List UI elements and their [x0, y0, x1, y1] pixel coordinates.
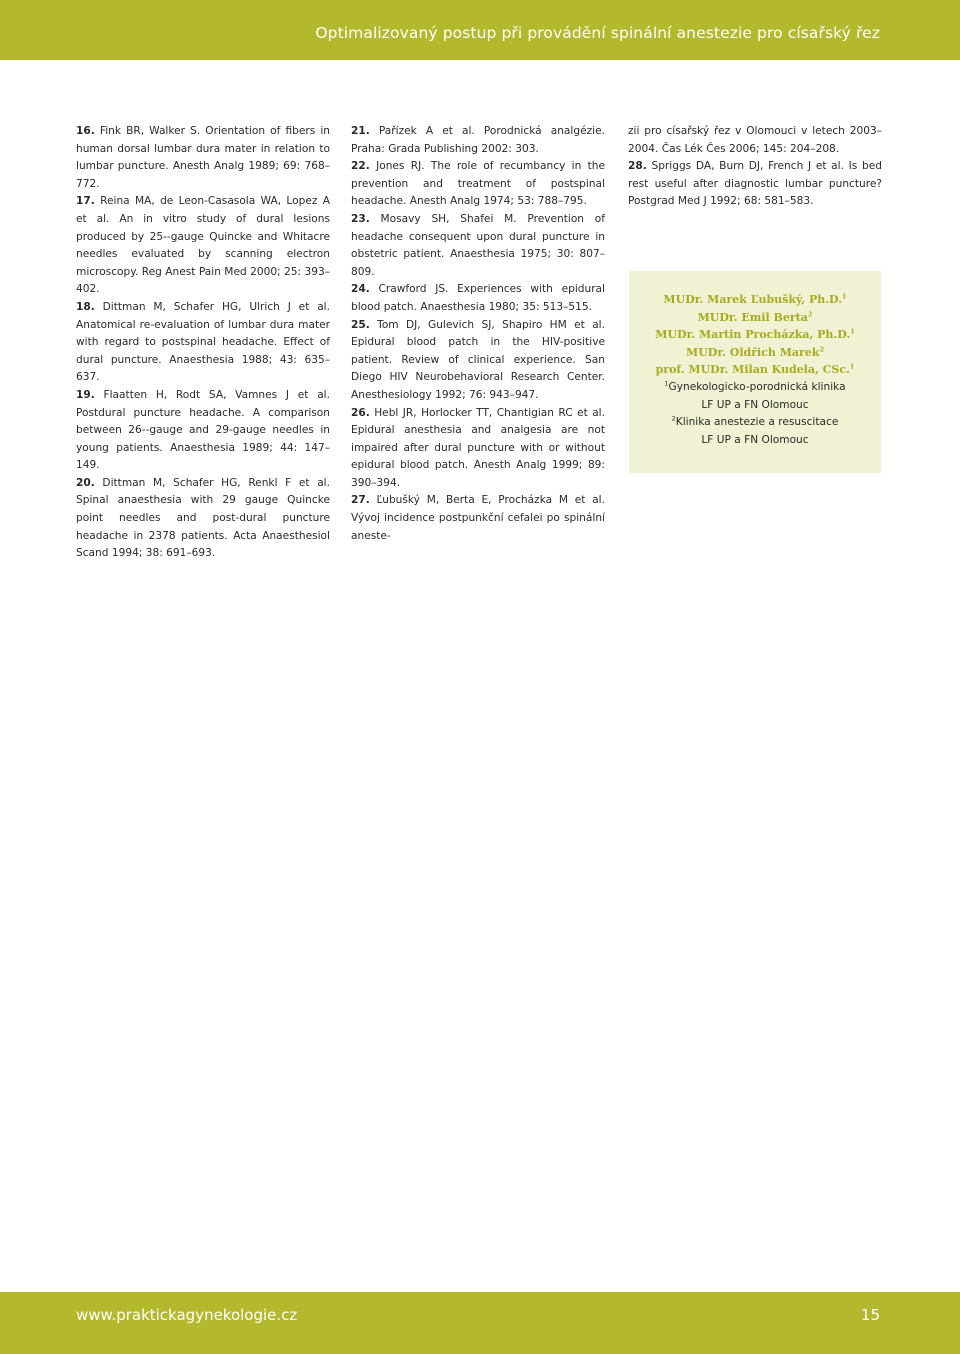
reference-text: zii pro císařský řez v Olomouci v letech 2003–2004. Čas Lék Čes 2006; 145: 204–208.	[628, 125, 882, 155]
reference-item	[351, 123, 605, 158]
affiliation: $^2$Klinika anestezie a resuscitace	[671, 414, 839, 429]
reference-number: 17.	[76, 195, 95, 208]
reference-text: Fink BR, Walker S. Orientation of fibers in human dorsal lumbar dura mater in relation to lumbar puncture. Anesth Analg 1989; 69: 768–772.	[76, 125, 330, 190]
reference-number: 19.	[76, 388, 95, 401]
author-name: MUDr. Marek Ľubušký, Ph.D.$^1$	[663, 292, 847, 306]
affiliation: LF UP a FN Olomouc	[701, 398, 809, 411]
reference-text: Dittman M, Schafer HG, Renkl F et al. Spinal anaesthesia with 29 gauge Quincke point needles and post-dural puncture headache in 2378 patients. Acta Anaesthesiol Scand 1994; 38: 691–693.	[76, 476, 330, 560]
reference-number: 16.	[76, 125, 95, 137]
reference-text: Spriggs DA, Burn DJ, French J et al. Is bed rest useful after diagnostic lumbar puncture? Postgrad Med J 1992; 68: 581–583.	[628, 160, 882, 208]
running-title: Optimalizovaný postup při provádění spinální anestezie pro císařský řez	[315, 24, 880, 42]
references-column-2	[351, 123, 605, 545]
reference-item	[76, 123, 330, 193]
author-box	[629, 271, 881, 473]
reference-text: Crawford JS. Experiences with epidural blood patch. Anaesthesia 1980; 35: 513–515.	[351, 283, 605, 313]
reference-text: Ľubušký M, Berta E, Procházka M et al. Vývoj incidence postpunkční cefalei po spinální aneste-	[351, 494, 605, 542]
reference-number: 18.	[76, 300, 95, 313]
reference-number: 27.	[351, 494, 370, 507]
affiliation: $^1$Gynekologicko-porodnická klinika	[664, 379, 846, 393]
reference-item	[351, 211, 605, 281]
references-column-1	[76, 123, 330, 563]
affiliation: LF UP a FN Olomouc	[701, 433, 809, 446]
author-name: MUDr. Oldřich Marek$^2$	[686, 345, 824, 359]
reference-item	[628, 158, 882, 211]
reference-text: Flaatten H, Rodt SA, Vamnes J et al. Postdural puncture headache. A comparison between 26--gauge and 29-gauge needles in young patients. Anaesthesia 1989; 44: 147–149.	[76, 388, 330, 472]
reference-item	[76, 299, 330, 387]
footer-bar	[0, 1292, 960, 1354]
reference-number: 24.	[351, 283, 370, 296]
author-name: prof. MUDr. Milan Kudela, CSc.$^1$	[655, 362, 855, 377]
reference-number: 20.	[76, 476, 95, 489]
reference-item	[351, 492, 605, 545]
reference-text: Mosavy SH, Shafei M. Prevention of headache consequent upon dural puncture in obstetric patient. Anaesthesia 1975; 30: 807–809.	[351, 212, 605, 278]
reference-text: Jones RJ. The role of recumbancy in the prevention and treatment of postspinal headache. Anesth Analg 1974; 53: 788–795.	[351, 160, 605, 208]
reference-number: 28.	[628, 160, 647, 173]
page-number: 15	[860, 1306, 880, 1324]
author-name: MUDr. Emil Berta$^2$	[697, 309, 813, 324]
reference-item	[351, 281, 605, 316]
reference-item	[351, 317, 605, 405]
references-column-3	[628, 123, 882, 211]
reference-number: 26.	[351, 406, 370, 419]
reference-text: Tom DJ, Gulevich SJ, Shapiro HM et al. Epidural blood patch in the HIV-positive patient. Review of clinical experience. San Diego HIV Neurobehavioral Research Center. Anesthesiology 1992; 76: 943–947.	[351, 318, 605, 401]
reference-item	[351, 158, 605, 211]
reference-number: 22.	[351, 160, 370, 173]
reference-item	[76, 387, 330, 475]
reference-item	[76, 475, 330, 563]
author-name: MUDr. Martin Procházka, Ph.D.$^1$	[655, 327, 855, 342]
header-bar	[0, 0, 960, 60]
reference-item	[351, 405, 605, 493]
reference-number: 23.	[351, 212, 370, 225]
reference-text: Dittman M, Schafer HG, Ulrich J et al. Anatomical re-evaluation of lumbar dura mater with regard to postspinal headache. Effect of dural puncture. Anaesthesia 1988; 43: 635–637.	[76, 300, 330, 384]
reference-item	[76, 193, 330, 299]
reference-item	[628, 123, 882, 158]
reference-text: Reina MA, de Leon-Casasola WA, Lopez A et al. An in vitro study of dural lesions produced by 25--gauge Quincke and Whitacre needles evaluated by scanning electron microscopy. Reg Anest Pain Med 2000; 25: 393–402.	[76, 195, 330, 296]
reference-text: Pařízek A et al. Porodnická analgézie. Praha: Grada Publishing 2002: 303.	[351, 125, 605, 155]
journal-website-link[interactable]: www.praktickagynekologie.cz	[76, 1306, 298, 1324]
author-list	[629, 291, 881, 449]
reference-text: Hebl JR, Horlocker TT, Chantigian RC et al. Epidural anesthesia and analgesia are not impaired after dural puncture with or without epidural blood patch. Anesth Analg 1999; 89: 390–394.	[351, 406, 605, 489]
reference-number: 21.	[351, 125, 370, 137]
reference-number: 25.	[351, 318, 370, 331]
